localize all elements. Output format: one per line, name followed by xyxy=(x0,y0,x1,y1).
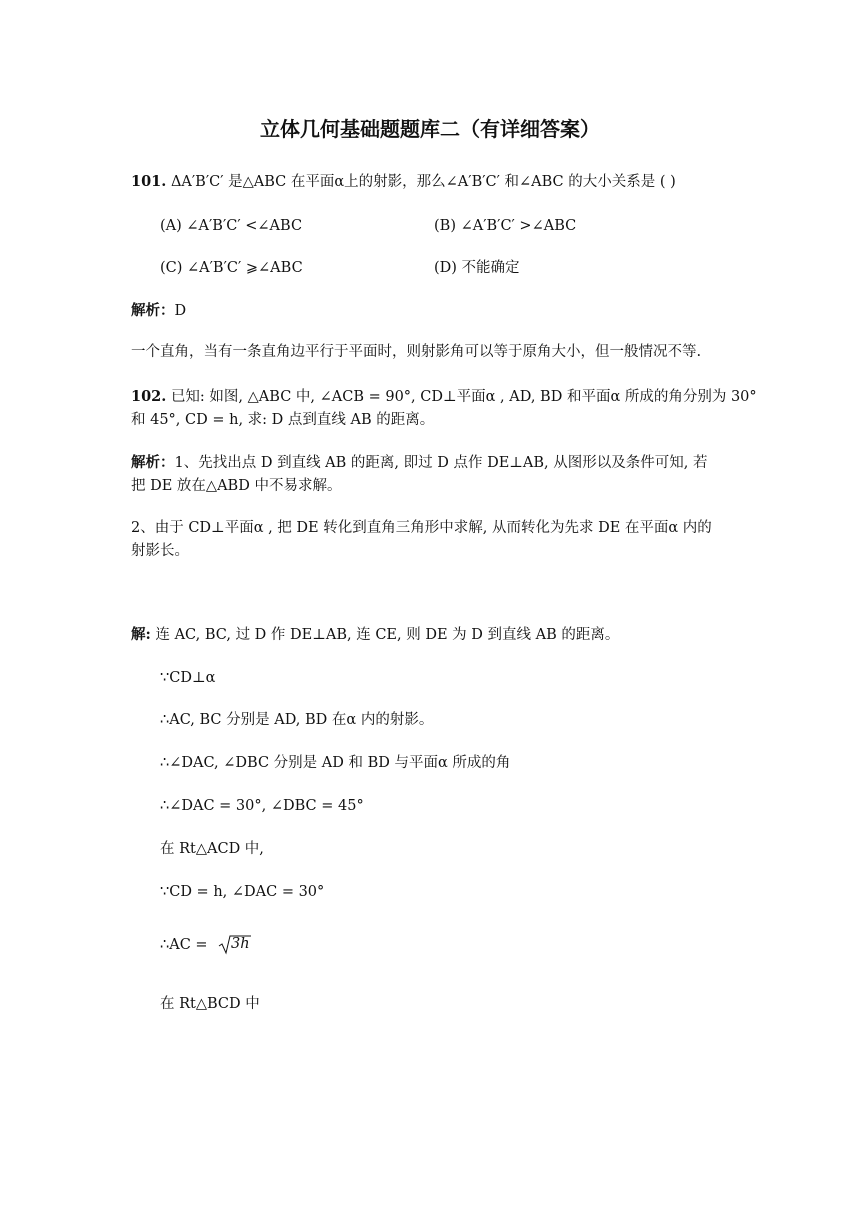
question-101-answer xyxy=(131,301,186,321)
analysis-line2: 把 DE 放在△ABD 中不易求解。 xyxy=(131,478,342,494)
solution-label: 解: xyxy=(131,626,151,643)
analysis-text-line1: 1、先找出点 D 到直线 AB 的距离, 即过 D 点作 DE⊥AB, 从图形以及条件可知, 若 xyxy=(174,455,708,471)
solution-intro-text: 连 AC, BC, 过 D 作 DE⊥AB, 连 CE, 则 DE 为 D 到直线 AB 的距离。 xyxy=(150,627,620,643)
question-102-stem-line2: 和 45°, CD = h, 求: D 点到直线 AB 的距离。 xyxy=(131,412,435,428)
analysis-line3: 2、由于 CD⊥平面α , 把 DE 转化到直角三角形中求解, 从而转化为先求 DE 在平面α 内的 xyxy=(131,520,712,536)
answer-label: 解析： xyxy=(131,302,175,319)
analysis-line1 xyxy=(131,453,708,473)
solution-intro xyxy=(131,625,619,645)
sqrt-expression xyxy=(218,934,248,956)
question-101-stem xyxy=(131,172,676,192)
solution-step: ∴∠DAC = 30°, ∠DBC = 45° xyxy=(160,798,364,814)
sqrt-argument: 3h xyxy=(231,936,250,952)
question-101-explanation: 一个直角，当有一条直角边平行于平面时，则射影角可以等于原角大小，但一般情况不等. xyxy=(131,344,702,360)
solution-step: 在 Rt△BCD 中 xyxy=(160,996,260,1012)
solution-step: ∴∠DAC, ∠DBC 分别是 AD 和 BD 与平面α 所成的角 xyxy=(160,755,511,771)
solution-step: ∵CD = h, ∠DAC = 30° xyxy=(160,884,325,900)
solution-step: ∴AC = xyxy=(160,937,208,953)
question-102-text-line1: 已知: 如图, △ABC 中, ∠ACB = 90°, CD⊥平面α , AD, BD 和平面α 所成的角分别为 30° xyxy=(170,389,757,405)
page-title: 立体几何基础题题库二（有详细答案） xyxy=(260,117,600,141)
solution-step: 在 Rt△ACD 中, xyxy=(160,841,264,857)
option-c: (C) ∠A′B′C′ ⩾∠ABC xyxy=(160,260,303,276)
question-101-number: 101. xyxy=(131,173,167,190)
option-b: (B) ∠A′B′C′ >∠ABC xyxy=(434,218,577,234)
solution-step: ∴AC, BC 分别是 AD, BD 在α 内的射影。 xyxy=(160,712,434,728)
analysis-line4: 射影长。 xyxy=(131,543,189,559)
answer-value: D xyxy=(174,303,187,319)
option-d: (D) 不能确定 xyxy=(434,260,520,276)
option-a: (A) ∠A′B′C′ <∠ABC xyxy=(160,218,303,234)
question-101-text: ΔA′B′C′ 是△ABC 在平面α上的射影，那么∠A′B′C′ 和∠ABC 的大小关系是 ( ) xyxy=(170,174,676,190)
analysis-label: 解析： xyxy=(131,454,175,471)
question-102-stem-line1 xyxy=(131,387,757,407)
solution-step: ∵CD⊥α xyxy=(160,670,216,686)
question-102-number: 102. xyxy=(131,388,167,405)
